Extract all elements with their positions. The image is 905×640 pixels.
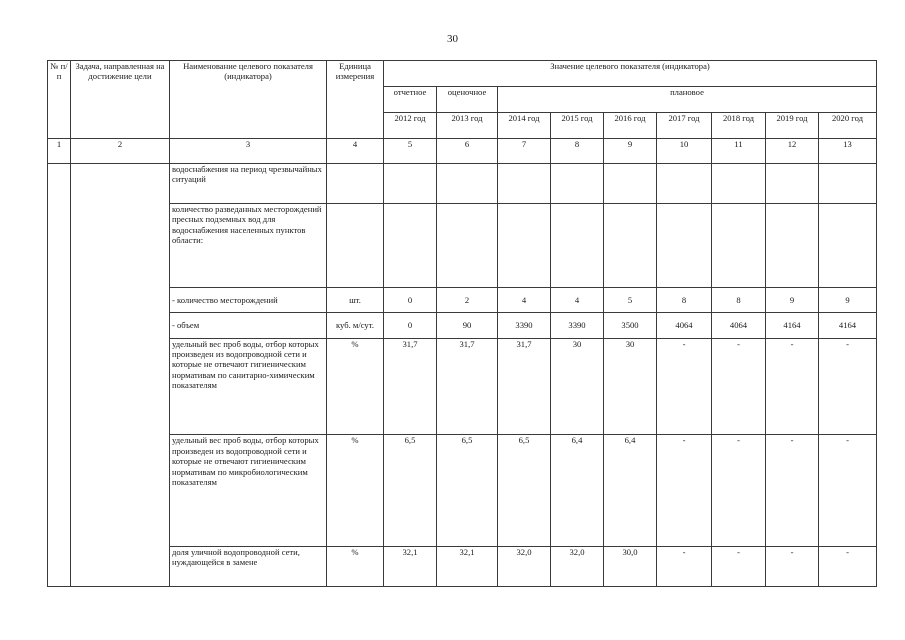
value-cell: 4064 — [657, 313, 712, 338]
value-cell: 2 — [437, 288, 498, 313]
value-cell — [384, 163, 437, 203]
value-cell: - — [766, 435, 819, 547]
value-cell: - — [712, 435, 766, 547]
column-number: 2 — [71, 139, 170, 163]
value-cell: 6,5 — [498, 435, 551, 547]
column-number: 10 — [657, 139, 712, 163]
value-cell: 6,4 — [551, 435, 604, 547]
value-cell: 31,7 — [384, 338, 437, 435]
header-value: Значение целевого показателя (индикатора) — [384, 61, 877, 87]
value-cell: 3500 — [604, 313, 657, 338]
column-number: 12 — [766, 139, 819, 163]
column-number: 13 — [819, 139, 877, 163]
unit-cell: % — [327, 435, 384, 547]
value-cell: - — [712, 338, 766, 435]
value-cell — [551, 203, 604, 287]
value-cell: 9 — [819, 288, 877, 313]
table-row — [48, 313, 877, 338]
value-cell: 0 — [384, 313, 437, 338]
year-cell: 2012 год — [384, 113, 437, 139]
value-cell: 4064 — [712, 313, 766, 338]
value-cell: - — [657, 338, 712, 435]
unit-cell: % — [327, 546, 384, 586]
value-cell — [498, 203, 551, 287]
value-cell: 4 — [498, 288, 551, 313]
value-cell — [437, 203, 498, 287]
header-indicator-name: Наименование целевого показателя (индикатора) — [170, 61, 327, 139]
task-cell — [71, 163, 170, 586]
year-cell: 2013 год — [437, 113, 498, 139]
value-cell: 32,1 — [437, 546, 498, 586]
value-cell — [712, 203, 766, 287]
value-cell: 3390 — [551, 313, 604, 338]
value-cell — [819, 163, 877, 203]
row-number-cell — [48, 163, 71, 586]
value-cell: 32,0 — [551, 546, 604, 586]
indicator-table — [47, 60, 877, 587]
indicator-name: водоснабжения на период чрезвычайных ситуаций — [170, 163, 327, 203]
value-cell: - — [819, 546, 877, 586]
value-cell — [657, 163, 712, 203]
value-cell: - — [657, 435, 712, 547]
value-cell: 5 — [604, 288, 657, 313]
unit-cell: шт. — [327, 288, 384, 313]
table-row — [48, 203, 877, 287]
year-cell: 2016 год — [604, 113, 657, 139]
value-cell — [498, 163, 551, 203]
table-row — [48, 288, 877, 313]
header-unit: Единица измерения — [327, 61, 384, 139]
value-cell: 31,7 — [437, 338, 498, 435]
column-number: 9 — [604, 139, 657, 163]
column-number: 8 — [551, 139, 604, 163]
column-number: 4 — [327, 139, 384, 163]
indicator-name: доля уличной водопроводной сети, нуждающейся в замене — [170, 546, 327, 586]
year-cell: 2020 год — [819, 113, 877, 139]
header-number: № п/п — [48, 61, 71, 139]
value-cell: 30 — [604, 338, 657, 435]
unit-cell: куб. м/сут. — [327, 313, 384, 338]
value-cell: - — [819, 338, 877, 435]
value-cell — [766, 203, 819, 287]
value-cell: - — [766, 546, 819, 586]
unit-cell: % — [327, 338, 384, 435]
value-cell: 3390 — [498, 313, 551, 338]
column-number: 6 — [437, 139, 498, 163]
value-cell: 6,5 — [437, 435, 498, 547]
unit-cell — [327, 163, 384, 203]
value-cell: 0 — [384, 288, 437, 313]
column-number: 3 — [170, 139, 327, 163]
value-cell — [766, 163, 819, 203]
value-cell: - — [712, 546, 766, 586]
value-cell: - — [657, 546, 712, 586]
indicator-name: удельный вес проб воды, отбор которых произведен из водопроводной сети и которые не отвечают гигиеническим нормативам по санитарно-химическим показателям — [170, 338, 327, 435]
table-row — [48, 546, 877, 586]
table-row — [48, 163, 877, 203]
value-cell: - — [766, 338, 819, 435]
year-cell: 2019 год — [766, 113, 819, 139]
value-cell: 9 — [766, 288, 819, 313]
indicator-name: удельный вес проб воды, отбор которых произведен из водопроводной сети и которые не отвечают гигиеническим нормативам по микробиологическим показателям — [170, 435, 327, 547]
value-cell: - — [819, 435, 877, 547]
year-cell: 2014 год — [498, 113, 551, 139]
year-cell: 2018 год — [712, 113, 766, 139]
value-cell: 32,0 — [498, 546, 551, 586]
value-cell: 90 — [437, 313, 498, 338]
header-reported: отчетное — [384, 87, 437, 113]
value-cell — [384, 203, 437, 287]
column-number: 5 — [384, 139, 437, 163]
value-cell — [551, 163, 604, 203]
value-cell: 8 — [657, 288, 712, 313]
value-cell: 4164 — [766, 313, 819, 338]
value-cell: 4164 — [819, 313, 877, 338]
indicator-name: количество разведанных месторождений пресных подземных вод для водоснабжения населенных пунктов области: — [170, 203, 327, 287]
unit-cell — [327, 203, 384, 287]
value-cell — [604, 163, 657, 203]
column-number: 1 — [48, 139, 71, 163]
value-cell: 4 — [551, 288, 604, 313]
header-task: Задача, направленная на достижение цели — [71, 61, 170, 139]
indicator-name: - количество месторождений — [170, 288, 327, 313]
value-cell — [604, 203, 657, 287]
value-cell — [657, 203, 712, 287]
value-cell: 30 — [551, 338, 604, 435]
value-cell — [819, 203, 877, 287]
value-cell — [712, 163, 766, 203]
value-cell: 6,5 — [384, 435, 437, 547]
year-cell: 2017 год — [657, 113, 712, 139]
table-row — [48, 435, 877, 547]
column-number: 11 — [712, 139, 766, 163]
header-estimated: оценочное — [437, 87, 498, 113]
value-cell: 8 — [712, 288, 766, 313]
indicator-name: - объем — [170, 313, 327, 338]
value-cell: 30,0 — [604, 546, 657, 586]
page-number: 30 — [447, 33, 458, 45]
table-row — [48, 338, 877, 435]
year-cell: 2015 год — [551, 113, 604, 139]
column-number: 7 — [498, 139, 551, 163]
value-cell — [437, 163, 498, 203]
header-planned: плановое — [498, 87, 877, 113]
value-cell: 31,7 — [498, 338, 551, 435]
value-cell: 32,1 — [384, 546, 437, 586]
value-cell: 6,4 — [604, 435, 657, 547]
